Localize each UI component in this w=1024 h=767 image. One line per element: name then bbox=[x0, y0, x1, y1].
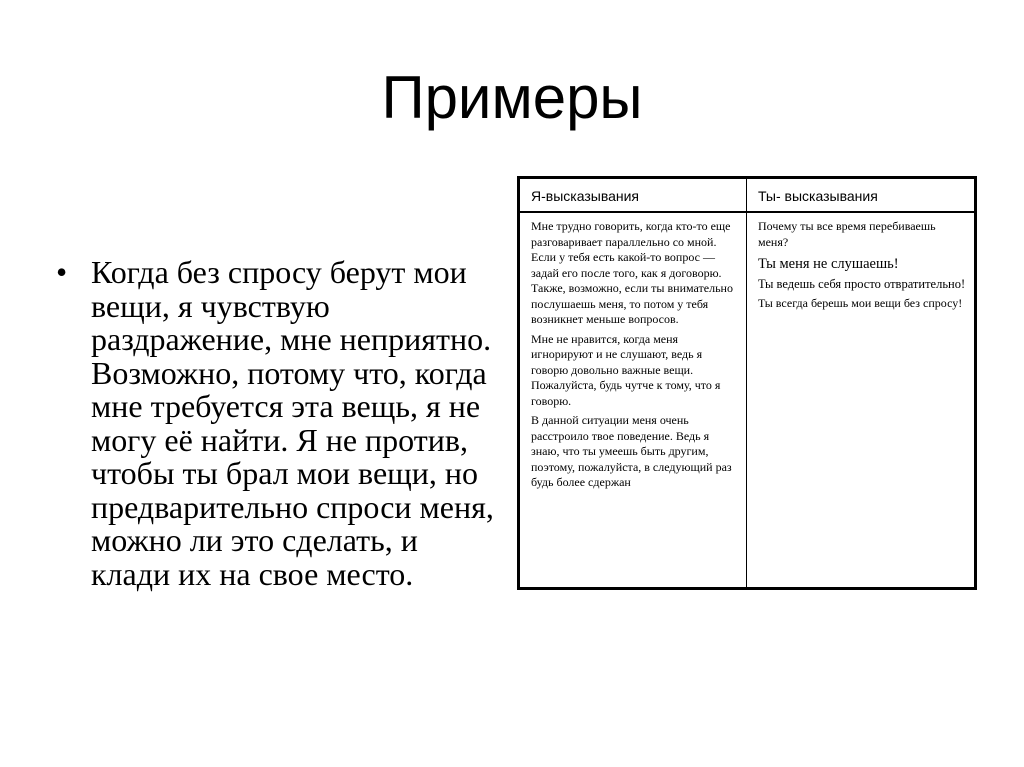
bullet-item bbox=[56, 256, 496, 591]
you-statement: Почему ты все время перебиваешь меня? bbox=[758, 219, 936, 249]
bullet-marker: • bbox=[56, 254, 68, 290]
you-statement: Ты всегда берешь мои вещи без спросу! bbox=[758, 296, 963, 310]
you-statement: Ты меня не слушаешь! bbox=[758, 256, 899, 272]
you-statements-cell bbox=[747, 213, 974, 587]
header-i-statements: Я-высказывания bbox=[520, 179, 747, 213]
examples-table bbox=[517, 176, 977, 590]
slide-title: Примеры bbox=[381, 64, 643, 131]
i-statement: Мне не нравится, когда меня игнорируют и не слушают, ведь я говорю довольно важные вещи. Пожалуйста, будь чутче к тому, что я говорю. bbox=[531, 331, 721, 408]
header-you-statements: Ты- высказывания bbox=[747, 179, 974, 213]
bullet-text: Когда без спросу берут мои вещи, я чувствую раздражение, мне неприятно. Возможно, потому что, когда мне требуется эта вещь, я не могу её найти. Я не против, чтобы ты брал мои вещи, но предварительно спроси меня, можно ли это сделать, и клади их на свое место. bbox=[91, 254, 494, 592]
i-statement: Мне трудно говорить, когда кто-то еще разговаривает параллельно со мной. Если у тебя есть какой-то вопрос — задай его после того, как я договорю. Также, возможно, если ты внимательно послушаешь меня, то потом у тебя возникнет меньше вопросов. bbox=[531, 219, 733, 326]
you-statement: Ты ведешь себя просто отвратительно! bbox=[758, 277, 966, 291]
i-statement: В данной ситуации меня очень расстроило твое поведение. Ведь я знаю, что ты умеешь быть другим, поэтому, пожалуйста, в следующий раз будь более сдержан bbox=[531, 413, 732, 489]
i-statements-cell bbox=[520, 213, 747, 587]
